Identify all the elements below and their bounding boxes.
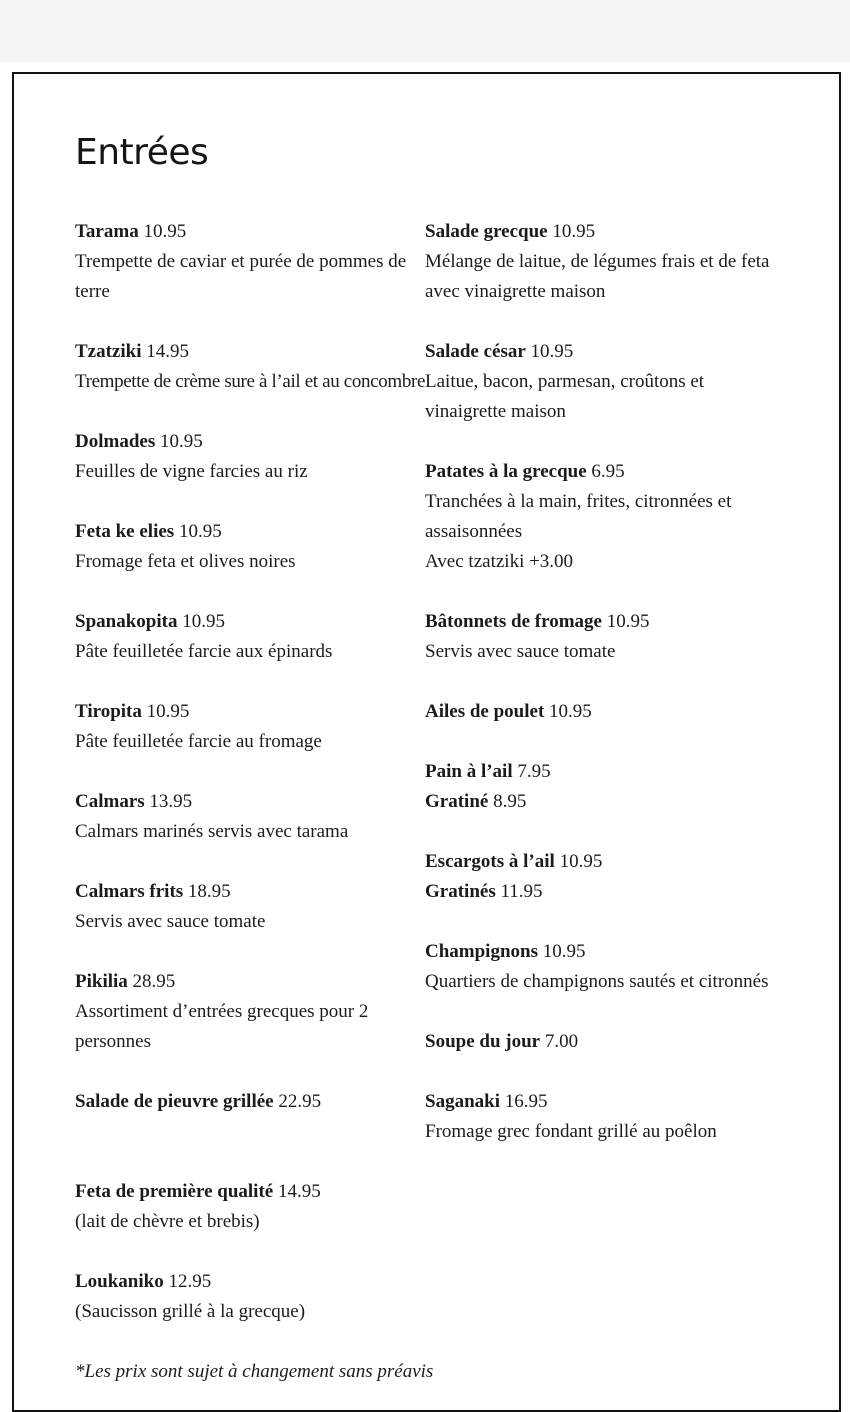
menu-item-price: 10.95 [182,611,225,632]
menu-item-name: Escargots à l’ail [425,851,555,872]
menu-column-left [75,217,434,1387]
menu-item-price: 14.95 [146,341,189,362]
menu-item-price: 10.95 [552,221,596,242]
menu-item-name: Calmars frits [75,881,184,902]
menu-item-price: 22.95 [278,1091,322,1112]
menu-item-description-line: Fromage feta et olives noires [75,551,296,572]
menu-item-description-line: vinaigrette maison [425,401,566,422]
menu-item-name-line [75,877,427,907]
menu-item-name: Feta ke elies [75,521,175,542]
menu-item-name: Salade de pieuvre grillée [75,1091,274,1112]
menu-item [75,1267,427,1327]
menu-item-price: 10.95 [559,851,603,872]
menu-item-price: 28.95 [132,971,176,992]
menu-item-description-line: Trempette de crème sure à l’ail et au concombre [75,371,426,392]
menu-item-name: Tzatziki [75,341,142,362]
menu-item [75,1087,427,1117]
menu-item-name-line [425,217,827,247]
menu-item-description-line: Fromage grec fondant grillé au poêlon [425,1121,717,1142]
menu-item-name: Tiropita [75,701,142,722]
menu-column-right-items [425,217,827,1147]
menu-item-name: Gratinés [425,881,496,902]
menu-item [75,877,427,937]
menu-item [425,847,827,907]
menu-item [425,1027,827,1057]
menu-item [425,457,827,577]
menu-item-name: Loukaniko [75,1271,164,1292]
menu-item [425,937,827,997]
menu-item-name-line [75,337,427,367]
menu-item-price: 8.95 [493,791,527,812]
menu-item-name-line [425,787,827,817]
menu-item-name-line [425,457,827,487]
menu-item [75,427,427,487]
menu-item [425,1087,827,1147]
menu-item-description-line: personnes [75,1031,151,1052]
menu-item-description-line: Servis avec sauce tomate [75,911,266,932]
menu-item-description-line: Pâte feuilletée farcie au fromage [75,731,322,752]
menu-item-name-line [425,1087,827,1117]
menu-item-name-line [425,757,827,787]
menu-item [75,967,427,1057]
menu-item-price: 14.95 [277,1181,321,1202]
menu-item-price: 13.95 [149,791,193,812]
menu-item-name: Tarama [75,221,139,242]
menu-item-name-line [75,1177,427,1207]
menu-sheet [12,72,841,1412]
menu-item-description-line: avec vinaigrette maison [425,281,606,302]
menu-item-price: 18.95 [187,881,231,902]
menu-item [75,337,427,397]
menu-item-name-line [425,697,827,727]
menu-item-description-line: terre [75,281,110,302]
menu-item-description-line: Tranchées à la main, frites, citronnées et [425,491,732,512]
menu-item-name: Salade grecque [425,221,548,242]
menu-column-right [425,217,827,1177]
menu-item-price: 10.95 [549,701,592,722]
menu-item-description-line: (lait de chèvre et brebis) [75,1211,260,1232]
menu-item-description-line: Trempette de caviar et purée de pommes de [75,251,407,272]
menu-item-name: Pikilia [75,971,128,992]
menu-item-description-line: Servis avec sauce tomate [425,641,616,662]
menu-item-name-line [75,217,427,247]
menu-item-price: 7.95 [517,761,551,782]
menu-item [75,787,427,847]
menu-item-price: 10.95 [606,611,650,632]
menu-item-price: 16.95 [504,1091,548,1112]
menu-column-left-items [75,217,427,1327]
menu-item-price: 12.95 [168,1271,212,1292]
menu-item-name-line [425,847,827,877]
menu-item-price: 10.95 [542,941,586,962]
menu-item-price: 10.95 [146,701,190,722]
menu-item-description-line: assaisonnées [425,521,523,542]
menu-item-name: Calmars [75,791,145,812]
menu-item [425,697,827,727]
menu-item-name: Bâtonnets de fromage [425,611,602,632]
menu-item-price: 10.95 [143,221,187,242]
menu-item [425,217,827,307]
menu-item-description-line: Laitue, bacon, parmesan, croûtons et [425,371,705,392]
menu-item-name-line [425,607,827,637]
menu-footnote: *Les prix sont sujet à changement sans préavis [75,1361,434,1382]
menu-item-name: Spanakopita [75,611,178,632]
menu-item-name-line [75,787,427,817]
menu-item-name: Patates à la grecque [425,461,587,482]
page-top-band [0,0,850,62]
menu-item-name-line [75,1267,427,1297]
menu-item [425,757,827,817]
menu-item-name: Gratiné [425,791,489,812]
menu-item-price: 10.95 [159,431,203,452]
menu-item-description-line: Mélange de laitue, de légumes frais et de feta [425,251,770,272]
menu-item-price: 10.95 [178,521,222,542]
menu-item-price: 7.00 [544,1031,579,1052]
menu-item-name: Salade césar [425,341,526,362]
menu-item-price: 6.95 [591,461,625,482]
menu-item-name: Pain à l’ail [425,761,513,782]
menu-item-name-line [75,517,427,547]
menu-item-name: Champignons [425,941,538,962]
menu-item-description-line: Assortiment d’entrées grecques pour 2 [75,1001,369,1022]
menu-item [75,517,427,577]
menu-item-name-line [425,937,827,967]
menu-item [425,337,827,427]
menu-item-description-line: Avec tzatziki +3.00 [425,551,574,572]
menu-item-name-line [75,427,427,457]
menu-item-name: Ailes de poulet [425,701,545,722]
menu-item-name-line [75,607,427,637]
menu-item-name: Feta de première qualité [75,1181,274,1202]
menu-item-name: Saganaki [425,1091,500,1112]
menu-item-description-line: Quartiers de champignons sautés et citronnés [425,971,769,992]
menu-item-name-line [425,337,827,367]
menu-item [75,607,427,667]
menu-item-name-line [75,1087,427,1117]
menu-item-price: 10.95 [530,341,574,362]
menu-item [425,607,827,667]
menu-item-description-line: (Saucisson grillé à la grecque) [75,1301,306,1322]
menu-item-description-line: Feuilles de vigne farcies au riz [75,461,308,482]
menu-item-price: 11.95 [500,881,543,902]
menu-item-name: Dolmades [75,431,156,452]
menu-item-name-line [75,697,427,727]
menu-item-name-line [425,877,827,907]
menu-item-description-line: Calmars marinés servis avec tarama [75,821,349,842]
menu-item-name: Soupe du jour [425,1031,541,1052]
menu-item [75,697,427,757]
menu-section-title: Entrées [75,132,209,173]
menu-item [75,217,427,307]
menu-item-name-line [75,967,427,997]
menu-item-description-line: Pâte feuilletée farcie aux épinards [75,641,333,662]
menu-item-name-line [425,1027,827,1057]
menu-item [75,1177,427,1237]
